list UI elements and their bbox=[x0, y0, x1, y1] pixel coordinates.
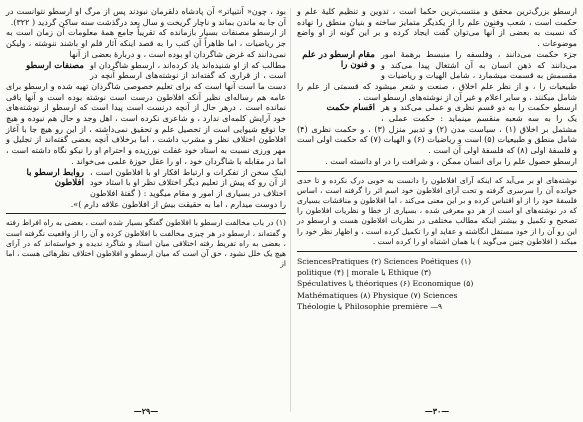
works-heading: مصنفات ارسطو bbox=[26, 60, 84, 71]
wisdom-heading: اقسام حکمت bbox=[326, 103, 375, 114]
term-line: Mathématiques (۸) Physique (۷) Sciences bbox=[297, 290, 458, 300]
book-gutter bbox=[290, 8, 291, 412]
closing-paragraph: ارسطو حصول علم را برای انسان ممکن ، و شرافت را در او دانسته است . bbox=[325, 155, 577, 166]
relations-heading: روابط ارسطو با افلاطون bbox=[26, 167, 84, 188]
intro-paragraph: ارسطو بزرگ‌ترین محقق و منتسب‌ترین حکما است ، تدوین و تنظیم کلیهٔ علم و حکمت است ، شعب وفنون علم را از یکدیگر متمایز ساخته و بنیان منطق را نهاده که نسبت به بعضی از آنها می‌توان گفت ایجاد کرده و بر این گونه از او واضع موضوعات . bbox=[297, 6, 577, 49]
terms-list bbox=[297, 256, 577, 312]
logic-heading: مقام ارسطو در علم و فنون را bbox=[302, 49, 375, 70]
relations-paragraph: اینک سخن از تفکرات و ارتباط افکار او با افلاطون است ، از آن رو که پیش از تعلیم دیگر اختلاف نظر او با استاد خود اختلاف در بسیاری از امور و مقام میگوید : ( گفتهٔ افلاطون را دوست میدارم ، اما به حقیقت بیش از افلاطون علاقه دارم )». bbox=[70, 166, 286, 209]
works-paragraph: مطالب که از او شنیده‌اند یاد کرده‌اند ، ارسطو شاگردان او است ، از قراری که گفته‌اند از نوشته‌های ارسطو آنچه در دست ما است آنها است که برای تعلیم خصوصی شاگردان تهیه شده و ارسطو برای عامه هم رساله‌ای نظیر آنکه افلاطون درست است نوشته بوده است و آنها باقی نمانده است . درهر حال از آنچه درنست است پیدا است که ارسطو از نوشته‌های خود آرایش کلمه‌ای ندارد ، و شاعری نکرده است ، اهل وجد و حال هم نبوده و هیچ جا توقع شیوایی است از تحصیل علم و تحقیق نمی‌داشته ، از این رو هیچ جا با آغاز افلاطون اختلاف نظر و مشرب داشت ، اما برخلاف آنچه بعضی گفته‌اند از تجلیل و مهر ورزی نسبت به استاد خود غفلت نورزیده و احترام او را نیکو نگاه داشته است ، اما در مقابله با شاگردان خود ، او را عقل حوزهٔ علمی می‌خواند . bbox=[6, 59, 286, 166]
term-line: Théologie یا Philosophie première —۹ bbox=[297, 301, 443, 311]
left-paragraph-1: بود ، چون« آنتیپاتر» آن پادشاه دلقرمان نبودند پس از مرگ او ارسطو نتوانست در آن جا به ماندن بماند و ناچار گریخت و سال بعد درگذشت سنه ساکن گردید ( ۳۲۲). bbox=[6, 6, 286, 27]
page-number-right: —۳۰— bbox=[424, 406, 450, 416]
term-line: Spéculatives یا théoriques (۶) Economique (۵) bbox=[297, 279, 474, 289]
logic-paragraph: جزء حکمت می‌دانند ، وفلسفه را منبسط برهمهٔ امور می‌دانند که ذهن انسان به آن اشتغال پیدا می‌کند و مقسمش به قسمت میشمارد ، شامل الهیات و ریاضیات و طبیعیات را ، و از نظر علم اخلاق ، صنعت و شعر میشود که قسمتی از علم را شامل میکنند ، و سایر اعلام و غیر آن از نوشته‌های ارسطو است . bbox=[297, 48, 577, 102]
terms-divider bbox=[297, 251, 577, 252]
footnote-divider-right bbox=[297, 171, 577, 172]
footnote-divider bbox=[6, 213, 286, 214]
right-footnote: نوشته‌های او بر می‌آید که اینکه آرای افلاطون را دانست به خوبی درک نکرده و تا حدی خوانده آن را سرسری گرفته و تحت آرای افلاطون خود اسم اثر را گرفته است ، اساس فلسفهٔ خود را از او اقتباس کرده و بر این معنی می‌کند ، اما افلاطون و مناقشات بسیاری که در نوشته‌های او است از هر دو معرفی شده ، بسیاری از خطا و نظریات افلاطون را تصحیح و تکمیل و بیشتر اینکه مطالب مختلفی در نظریات افلاطون هست و ارسطو در این رو آن را از خود مستقل انگاشته و عقاید او را تکمیل کرده است ، و اظهار نظر خود را میکند ( افلاطون چنین می‌گوید ) یا همان اشتباه او را کرده است . bbox=[297, 175, 577, 246]
wisdom-paragraph: ارسطو حکمت را به دو قسم نظری و عملی می‌کند و هر یک را به سه شعبه منقسم مینماید : حکمت عملی ، مشتمل بر اخلاق (۱) ، سیاست مدن (۲) و تدبیر منزل (۳) ، و حکمت نظری (۴) شامل منطق و طبیعیات (۵) است و ریاضیات (۶) و الهیات (۷) که حکمت اولی است و فلسفهٔ اولی (۸) که فلسفهٔ اولی آن است . bbox=[297, 102, 578, 156]
right-page bbox=[297, 6, 577, 416]
left-footnote: (۱) در باب مخالفت ارسطو با افلاطون گفتگو بسیار شده است ، بعضی به راه افراط رفته و گفته‌اند ، ارسطو در هر چیزی مخالفت با افلاطون کرده و آن را از واقعیت نگرفته است ، بعضی به راه تفریط رفته اختلافی میان استاد و شاگرد ندیده و خواسته‌اند که در آرای هیچ یک خلل نشود ، حق آن است که میان ارسطو و افلاطون اختلاف نظرهائی هست ، اما از bbox=[6, 218, 286, 269]
term-line: politique (۴) | morale یا Ethique (۳) bbox=[297, 268, 432, 278]
page-number-left: —۲۹— bbox=[133, 406, 159, 416]
left-page bbox=[6, 6, 286, 416]
left-paragraph-2: از ارسطو مصنفات بسیار بازمانده که تقریباً جامع همهٔ معلومات آن زمان است به جز ریاضیات ، اما ظاهراً آن کتب را به قصد اینکه آثار قلم او باشند ننوشته ، ولیکن نمی‌دانند که غرض شاگردان او بوده است ، و دربارهٔ بعضی از آنها bbox=[6, 27, 286, 59]
term-line: SciencesPratiques (۲) Sciences Poétiques (۱) bbox=[297, 256, 471, 266]
